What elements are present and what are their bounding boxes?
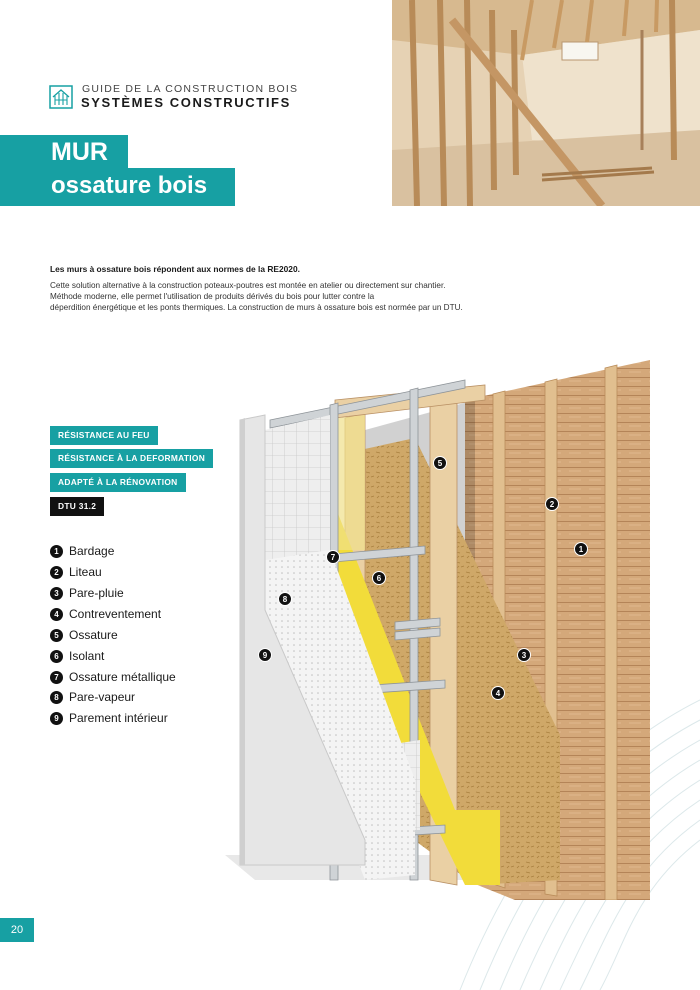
tag-dtu: DTU 31.2 (50, 497, 104, 516)
badge-6: 6 (372, 571, 386, 585)
legend-label: Pare-vapeur (69, 690, 136, 704)
legend-label: Isolant (69, 649, 105, 663)
legend-number: 4 (50, 608, 63, 621)
page-title-line2: ossature bois (51, 172, 208, 199)
badge-4: 4 (491, 686, 505, 700)
legend-label: Contreventement (69, 607, 162, 621)
guide-label: GUIDE DE LA CONSTRUCTION BOIS (82, 83, 299, 95)
page-title-line1: MUR (51, 138, 108, 166)
badge-3: 3 (517, 648, 531, 662)
legend-number: 9 (50, 712, 63, 725)
section-title: SYSTÈMES CONSTRUCTIFS (81, 95, 291, 110)
badge-2: 2 (545, 497, 559, 511)
legend-number: 1 (50, 545, 63, 558)
badge-5: 5 (433, 456, 447, 470)
legend-label: Ossature (69, 628, 118, 642)
legend-label: Liteau (69, 565, 102, 579)
badge-8: 8 (278, 592, 292, 606)
legend-item (50, 669, 176, 685)
legend-item (50, 627, 118, 643)
legend-label: Parement intérieur (69, 711, 168, 725)
legend-label: Pare-pluie (69, 586, 124, 600)
legend-label: Ossature métallique (69, 670, 176, 684)
badge-9: 9 (258, 648, 272, 662)
interior-frame-photo (392, 0, 700, 206)
legend-number: 6 (50, 650, 63, 663)
legend-item (50, 606, 161, 622)
legend-number: 7 (50, 671, 63, 684)
tag-renovation: ADAPTÉ À LA RÉNOVATION (50, 473, 186, 492)
house-frame-icon (49, 85, 73, 109)
legend-number: 5 (50, 629, 63, 642)
tag-deformation-resistance: RÉSISTANCE À LA DEFORMATION (50, 449, 213, 468)
intro-heading: Les murs à ossature bois répondent aux normes de la RE2020. (50, 264, 300, 274)
legend-item (50, 585, 124, 601)
legend-item (50, 710, 168, 726)
legend-label: Bardage (69, 544, 115, 558)
legend-number: 8 (50, 691, 63, 704)
tag-fire-resistance: RÉSISTANCE AU FEU (50, 426, 158, 445)
legend-number: 3 (50, 587, 63, 600)
legend-item (50, 543, 114, 559)
wall-cutaway-diagram (225, 360, 700, 900)
intro-line-2: Méthode moderne, elle permet l'utilisation de produits dérivés du bois pour lutter contre la (50, 292, 375, 301)
legend-item (50, 564, 102, 580)
intro-line-1: Cette solution alternative à la construction poteaux-poutres est montée en atelier ou directement sur chantier. (50, 281, 446, 290)
legend-item (50, 689, 135, 705)
legend-number: 2 (50, 566, 63, 579)
intro-line-3: déperdition énergétique et les ponts thermiques. La construction de murs à ossature bois est normée par un DTU. (50, 303, 463, 312)
page-number: 20 (0, 918, 34, 942)
legend-item (50, 648, 104, 664)
badge-1: 1 (574, 542, 588, 556)
badge-7: 7 (326, 550, 340, 564)
